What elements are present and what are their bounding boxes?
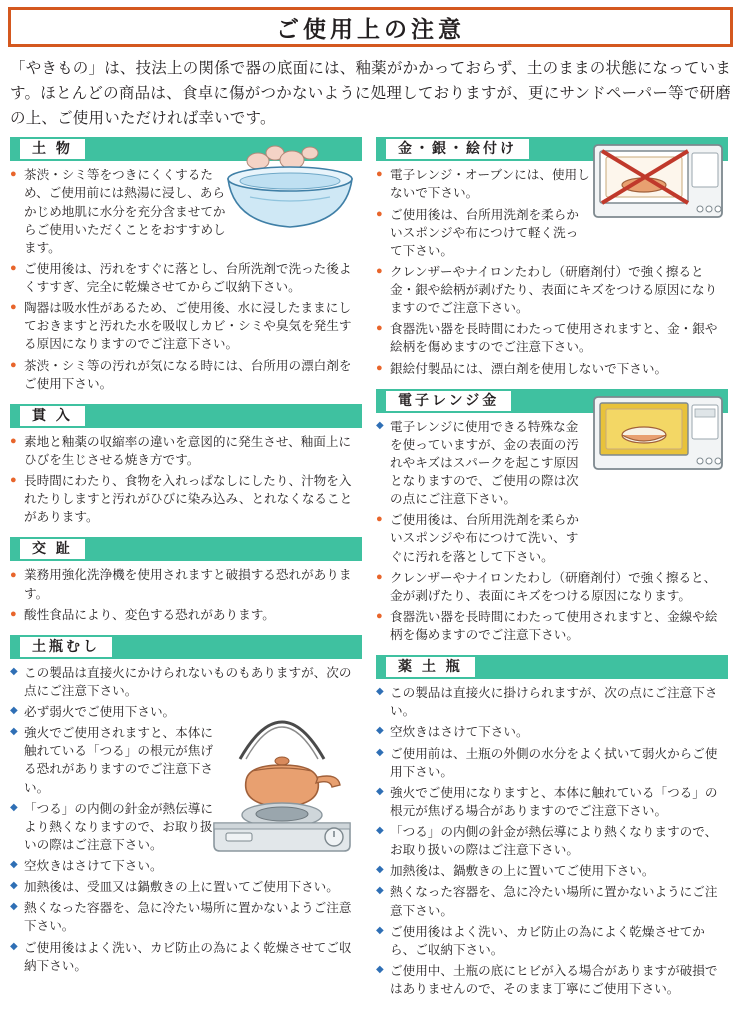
list-item: ◆ 空炊きはさけて下さい。 — [376, 723, 728, 741]
list-kusuri-dobin — [376, 684, 728, 998]
instructions-page — [0, 7, 741, 1031]
list-item: ◆ 電子レンジに使用できる特殊な金を使っていますが、金の表面の汚れやキズはスパークを起こす原因となりますので、ご使用の際は次の点にご注意下さい。 — [376, 418, 590, 509]
list-item: ◆ この製品は直接火にかけられないものもありますが、次の点にご注意下さい。 — [10, 664, 362, 700]
list-item: ● クレンザーやナイロンたわし（研磨剤付）で強く擦ると、金が剥げたり、表面にキズをつける原因になります。 — [376, 569, 728, 605]
list-kochi — [10, 566, 362, 623]
list-item: ◆ ご使用中、土瓶の底にヒビが入る場合がありますが破損ではありませんので、そのまま丁寧にご使用下さい。 — [376, 962, 728, 998]
page-header — [8, 7, 733, 47]
list-item: ● 電子レンジ・オーブンには、使用しないで下さい。 — [376, 166, 590, 202]
section-title: 貫 入 — [20, 406, 85, 426]
list-item: ● 茶渋・シミ等の汚れが気になる時には、台所用の漂白剤をご使用下さい。 — [10, 357, 362, 393]
list-item: ◆ 強火でご使用されますと、本体に触れている「つる」の根元が焦げる恐れがありますのでご注意下さい。 — [10, 724, 219, 797]
list-item: ● 業務用強化洗浄機を使用されますと破損する恐れがあります。 — [10, 566, 362, 602]
microwave-prohibited-icon — [588, 139, 728, 231]
list-item: ● 陶器は吸水性があるため、ご使用後、水に浸したままにしておきますと汚れた水を吸収しカビ・シミや臭気を発生する原因になりますのでご注意下さい。 — [10, 299, 362, 353]
list-item: ◆ 「つる」の内側の針金が熱伝導により熱くなりますので、お取り扱いの際はご注意下さい。 — [10, 800, 219, 854]
bowl-with-steam-icon — [220, 139, 360, 231]
section-title: 金・銀・絵付け — [386, 139, 529, 159]
section-heading-band — [10, 635, 362, 659]
section-heading-band — [376, 655, 728, 679]
list-item: ◆ この製品は直接火に掛けられますが、次の点にご注意下さい。 — [376, 684, 728, 720]
list-item: ● クレンザーやナイロンたわし（研磨剤付）で強く擦ると金・銀や絵柄が剥げたり、表面にキズをつける原因になりますのでご注意下さい。 — [376, 263, 728, 317]
section-kochi — [10, 537, 362, 623]
list-item: ◆ 加熱後は、受皿又は鍋敷きの上に置いてご使用下さい。 — [10, 878, 362, 896]
list-item: ◆ ご使用後はよく洗い、カビ防止の為によく乾燥させてご収納下さい。 — [10, 939, 362, 975]
section-dobinmushi — [10, 635, 362, 975]
list-item: ● 酸性食品により、変色する恐れがあります。 — [10, 606, 362, 624]
content-columns — [0, 137, 741, 1009]
section-title: 土瓶むし — [20, 637, 112, 657]
list-item: ◆ 加熱後は、鍋敷きの上に置いてご使用下さい。 — [376, 862, 728, 880]
list-item: ● 素地と釉薬の収縮率の違いを意図的に発生させ、釉面上にひびを生じさせる焼き方です。 — [10, 433, 362, 469]
list-kannyu — [10, 433, 362, 527]
intro-paragraph: 「やきもの」は、技法上の関係で器の底面には、釉薬がかかっておらず、土のままの状態になっています。ほとんどの商品は、食卓に傷がつかないように処理しておりますが、更にサンドペーパー等で研磨の上、ご使用いただければ幸いです。 — [10, 60, 731, 128]
list-item: ● ご使用後は、台所用洗剤を柔らかいスポンジや布につけて軽く洗って下さい。 — [376, 206, 590, 260]
section-kin-gin-etsuke — [376, 137, 728, 377]
list-item: ◆ 「つる」の内側の針金が熱伝導により熱くなりますので、お取り扱いの際はご注意下さい。 — [376, 823, 728, 859]
section-kusuri-dobin — [376, 655, 728, 998]
left-column — [10, 137, 362, 1009]
section-heading-band — [10, 537, 362, 561]
list-item: ◆ 強火でご使用になりますと、本体に触れている「つる」の根元が焦げる場合がありますのでご注意下さい。 — [376, 784, 728, 820]
list-denshi-range-kin — [376, 511, 728, 644]
list-item: ● 食器洗い器を長時間にわたって使用されますと、金線や絵柄を傷めますのでご注意下さい。 — [376, 608, 728, 644]
page-title: ご使用上の注意 — [276, 15, 465, 42]
right-column — [376, 137, 728, 1009]
list-item: ● 茶渋・シミ等をつきにくくするため、ご使用前には熱湯に浸し、あらかじめ地肌に水分を充分含ませてからご使用いただくことをおすすめします。 — [10, 166, 229, 257]
list-item: ◆ 空炊きはさけて下さい。 — [10, 857, 362, 875]
list-item: ◆ 熱くなった容器を、急に冷たい場所に置かないようご注意下さい。 — [10, 899, 362, 935]
list-item: ● ご使用後は、汚れをすぐに落とし、台所洗剤で洗った後よくすすぎ、完全に乾燥させてからご収納下さい。 — [10, 260, 362, 296]
list-item: ● 長時間にわたり、食物を入れっぱなしにしたり、汁物を入れたりしますと汚れがひびに染み込み、とれなくなることがあります。 — [10, 472, 362, 526]
section-title: 薬 土 瓶 — [386, 657, 475, 677]
list-item: ● 食器洗い器を長時間にわたって使用されますと、金・銀や絵柄を傷めますのでご注意下さい。 — [376, 320, 728, 356]
list-item: ◆ 熱くなった容器を、急に冷たい場所に置かないようにご注意下さい。 — [376, 883, 728, 919]
section-denshi-range-kin — [376, 389, 728, 645]
list-item: ● 銀絵付製品には、漂白剤を使用しないで下さい。 — [376, 360, 728, 378]
teapot-on-stove-icon — [202, 673, 362, 863]
microwave-ok-icon — [588, 391, 728, 483]
section-tsuchimono — [10, 137, 362, 393]
list-item: ◆ ご使用後はよく洗い、カビ防止の為によく乾燥させてから、ご収納下さい。 — [376, 923, 728, 959]
section-kannyu — [10, 404, 362, 527]
section-title: 電子レンジ金 — [386, 391, 511, 411]
list-item: ◆ 必ず弱火でご使用下さい。 — [10, 703, 219, 721]
section-title: 交 趾 — [20, 539, 85, 559]
section-title: 土 物 — [20, 139, 85, 159]
section-heading-band — [10, 404, 362, 428]
list-item: ● ご使用後は、台所用洗剤を柔らかいスポンジや布につけて洗い、すぐに汚れを落として下さい。 — [376, 511, 590, 565]
list-item: ◆ ご使用前は、土瓶の外側の水分をよく拭いて弱火からご使用下さい。 — [376, 745, 728, 781]
